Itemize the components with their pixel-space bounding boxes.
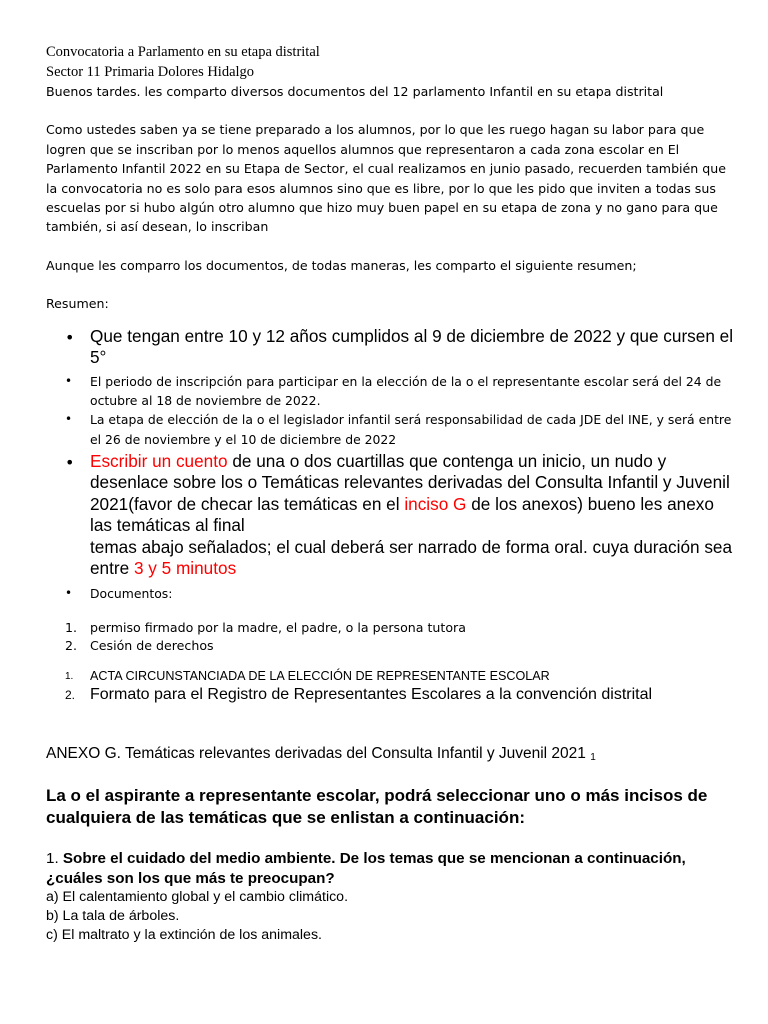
cuento-highlight: Escribir un cuento xyxy=(90,450,228,471)
resumen-label: Resumen: xyxy=(46,296,109,312)
documento-item: 2. Cesión de derechos xyxy=(65,638,214,654)
acta-item: 1. ACTA CIRCUNSTANCIADA DE LA ELECCIÓN DE REPRESENTANTE ESCOLAR xyxy=(65,669,550,684)
header-line-1: Convocatoria a Parlamento en su etapa distrital xyxy=(46,44,320,60)
document-page xyxy=(46,42,736,945)
cuento-text-3: temas abajo señalados; el cual deberá ser narrado de forma oral. cuya duración sea entre xyxy=(90,536,733,579)
anexo-title: ANEXO G. Temáticas relevantes derivadas del Consulta Infantil y Juvenil 2021 $^1$ xyxy=(46,745,596,764)
bullet-inscripcion: • El periodo de inscripción para participar en la elección de la o el representante escolar será del 24 de octubre al 18 de noviembre de 2022. xyxy=(46,372,736,411)
footnote-marker: 1 xyxy=(590,752,596,764)
documento-item: 1. permiso firmado por la madre, el padre, o la persona tutora xyxy=(65,620,466,636)
question-1: 1. Sobre el cuidado del medio ambiente. De los temas que se mencionan a continuación, ¿cuáles son los que más te preocupan? xyxy=(46,850,686,887)
bullet-cuento xyxy=(46,451,736,580)
inciso-highlight: inciso G xyxy=(404,493,467,514)
anexo-intro: La o el aspirante a representante escolar, podrá seleccionar uno o más incisos de cualquiera de las temáticas que se enlistan a continuación: xyxy=(46,786,708,828)
option-item: b) La tala de árboles. xyxy=(46,908,180,925)
greeting: Buenos tardes. les comparto diversos documentos del 12 parlamento Infantil en su etapa distrital xyxy=(46,84,664,99)
option-item: c) El maltrato y la extinción de los animales. xyxy=(46,927,322,944)
cuento-text-2: de los anexos) bueno les anexo las temáticas al final xyxy=(90,493,714,536)
main-paragraph: Como ustedes saben ya se tiene preparado a los alumnos, por lo que les ruego hagan su labor para que logren que se inscriban por lo menos aquellos alumnos que representaron a cada zona escolar en El Parlamento Infantil 2022 en su Etapa de Sector, el cual realizamos en junio pasado, recuerden también que la convocatoria no es solo para esos alumnos sino que es libre, por lo que les pido que inviten a todas sus escuelas por si hubo algún otro alumno que hizo muy buen papel en su etapa de zona y no gano para que también, si así desean, lo inscriban xyxy=(46,122,727,235)
duracion-highlight: 3 y 5 minutos xyxy=(133,558,237,579)
header-line-2: Sector 11 Primaria Dolores Hidalgo xyxy=(46,64,255,80)
bullet-documentos: • Documentos: xyxy=(46,584,736,603)
bullet-edad: • Que tengan entre 10 y 12 años cumplidos al 9 de diciembre de 2022 y que cursen el 5° xyxy=(46,326,736,369)
bullet-eleccion: • La etapa de elección de la o el legislador infantil será responsabilidad de cada JDE del INE, y será entre el 26 de noviembre y el 10 de diciembre de 2022 xyxy=(46,410,736,449)
option-item: a) El calentamiento global y el cambio climático. xyxy=(46,889,349,906)
aunque-paragraph: Aunque les comparro los documentos, de todas maneras, les comparto el siguiente resumen; xyxy=(46,257,637,273)
cuento-text-1: de una o dos cuartillas que contenga un inicio, un nudo y desenlace sobre los o Temáticas relevantes derivadas del Consulta Infantil y Juvenil 2021(favor de checar las temáticas en el xyxy=(90,450,730,514)
acta-item: 2. Formato para el Registro de Representantes Escolares a la convención distrital xyxy=(65,686,653,704)
